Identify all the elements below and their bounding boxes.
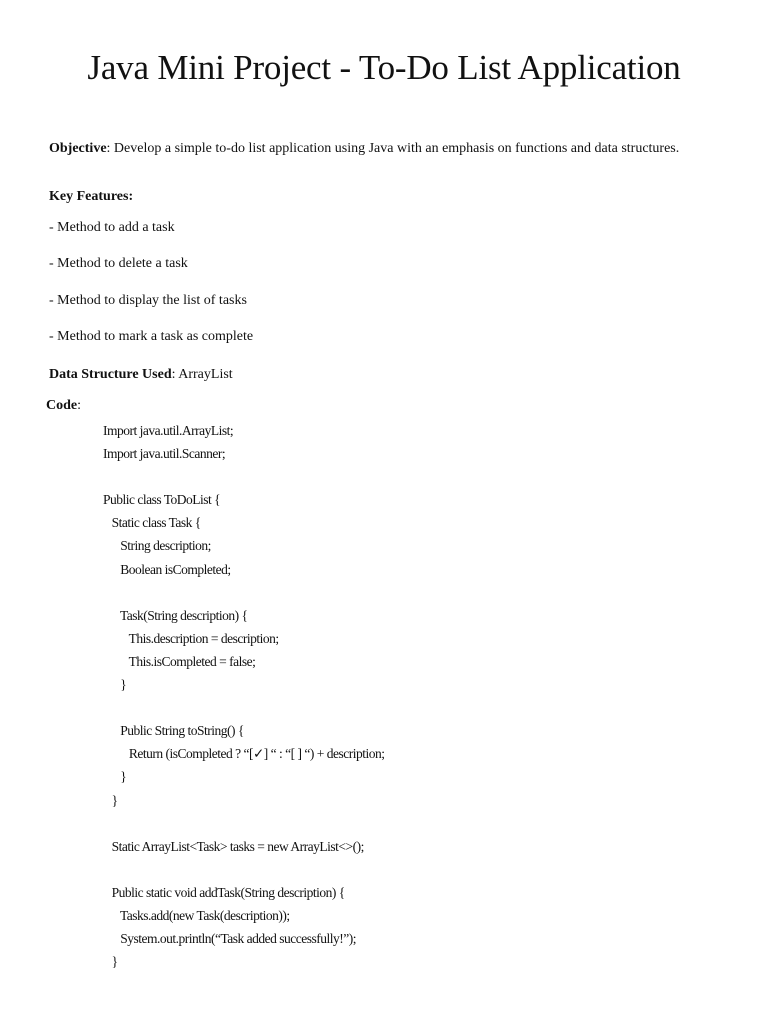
code-line	[103, 465, 703, 488]
code-line	[103, 858, 703, 881]
feature-item: - Method to display the list of tasks	[49, 293, 247, 308]
code-line: Return (isCompleted ? “[✓] “ : “[ ] “) + description;	[103, 746, 385, 762]
code-block	[103, 419, 703, 973]
code-line: String description;	[103, 538, 211, 554]
code-line: Boolean isCompleted;	[103, 561, 231, 577]
code-line: Import java.util.ArrayList;	[103, 423, 234, 438]
objective-text: : Develop a simple to-do list application using Java with an emphasis on functions and data structures.	[106, 141, 680, 156]
code-line: }	[103, 677, 127, 693]
code-line: Task(String description) {	[103, 607, 248, 623]
objective-label: Objective	[49, 141, 107, 156]
code-line: Static ArrayList<Task> tasks = new ArrayList<>();	[103, 838, 364, 854]
code-line: Public class ToDoList {	[103, 492, 221, 508]
objective-paragraph	[49, 139, 679, 159]
code-line: This.isCompleted = false;	[103, 653, 256, 669]
data-structure-value: : ArrayList	[171, 367, 233, 382]
feature-item: - Method to mark a task as complete	[49, 329, 254, 344]
code-line: System.out.println(“Task added successfully!”);	[103, 931, 356, 947]
code-heading	[46, 396, 81, 416]
code-line: Static class Task {	[103, 515, 201, 531]
code-line: Public static void addTask(String description) {	[103, 884, 345, 900]
code-line: }	[103, 954, 118, 970]
code-line	[103, 812, 703, 835]
data-structure-label: Data Structure Used	[49, 367, 172, 382]
code-line	[103, 581, 703, 604]
code-line: Import java.util.Scanner;	[103, 446, 226, 462]
code-line	[103, 696, 703, 719]
key-features-heading: Key Features:	[49, 189, 134, 204]
code-label: Code	[46, 398, 78, 413]
code-line: This.description = description;	[103, 630, 279, 646]
feature-item: - Method to delete a task	[49, 256, 188, 271]
code-line: Tasks.add(new Task(description));	[103, 907, 290, 923]
document-title: Java Mini Project - To-Do List Application	[87, 48, 681, 87]
code-line: Public String toString() {	[103, 723, 244, 739]
code-line: }	[103, 769, 127, 785]
code-line: }	[103, 792, 118, 808]
feature-item: - Method to add a task	[49, 220, 175, 235]
code-label-suffix: :	[77, 398, 82, 413]
data-structure-line	[49, 365, 233, 385]
